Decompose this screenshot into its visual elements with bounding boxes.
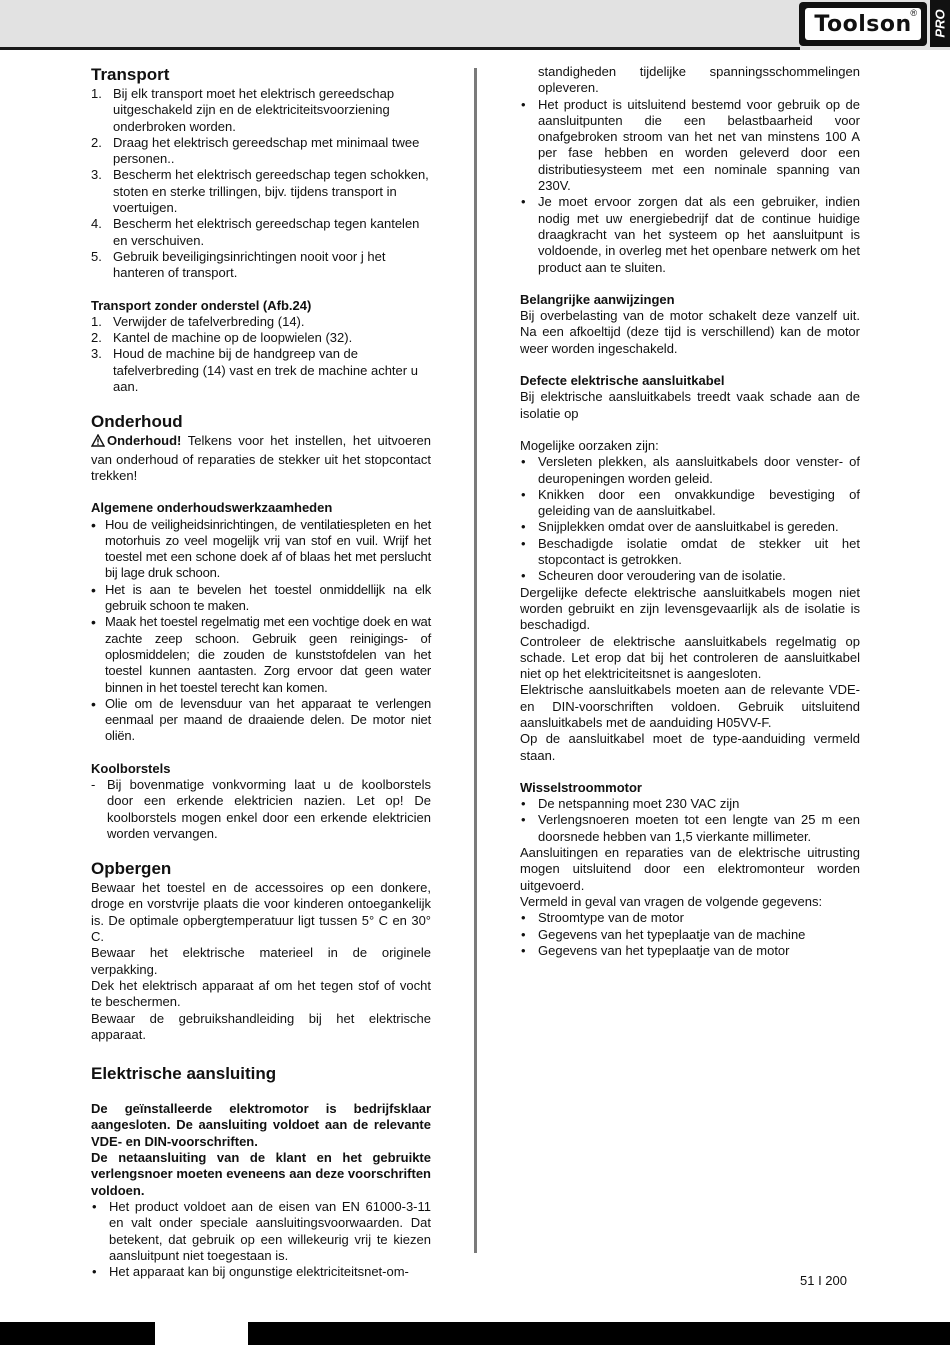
list-item: • Stroomtype van de motor	[521, 910, 684, 926]
defect-heading: Defecte elektrische aansluitkabel	[520, 373, 725, 389]
column-divider	[474, 68, 477, 1253]
list-item: • Het product voldoet aan de eisen van EN 61000-3-11 en valt onder speciale aansluitingsvoorwaarden. Dat betekent, dat gebruik op een willekeurig vrij te kiezen aansluitpunt niet toegestaan is.	[92, 1198, 431, 1263]
list-item: 2. Kantel de machine op de loopwielen (32).	[91, 330, 353, 346]
list-item: 1. Bij elk transport moet het elektrisch gereedschap uitgeschakeld zijn en de elektriciteitsvoorziening onderbroken worden.	[91, 86, 395, 134]
page-number: 51 I 200	[800, 1273, 847, 1288]
defect-p2: Controleer de elektrische aansluitkabels regelmatig op schade. Let erop dat bij het controleren de aansluitkabel niet op het elektriciteitsnet is aangesloten.	[520, 633, 860, 682]
defect-text: Bij elektrische aansluitkabels treedt vaak schade aan de isolatie op	[520, 389, 860, 421]
list-item: • Je moet ervoor zorgen dat als een gebruiker, indien nodig met uw energiebedrijf dat de continue huidige draagkracht van het systeem op het aansluitpunt is voldoende, in overleg met het openbare netwerk om het product aan te sluiten.	[521, 194, 860, 275]
transport-heading: Transport	[91, 65, 170, 84]
oorzaken-label: Mogelijke oorzaken zijn:	[520, 437, 659, 453]
list-item: 3. Houd de machine bij de handgreep van de tafelverbreding (14) vast en trek de machine achter u aan.	[91, 346, 418, 395]
gegevens-list	[520, 910, 860, 959]
continued-text: standigheden tijdelijke spanningsschommelingen opleveren.	[538, 64, 860, 96]
algemeen-heading: Algemene onderhoudswerkzaamheden	[91, 500, 333, 516]
list-item: 1. Verwijder de tafelverbreding (14).	[91, 313, 305, 329]
belangrijk-heading: Belangrijke aanwijzingen	[520, 291, 675, 307]
opbergen-p4: Bewaar de gebruikshandleiding bij het elektrische apparaat.	[91, 1010, 431, 1042]
list-item: • Scheuren door veroudering van de isolatie.	[521, 568, 786, 584]
onderhoud-warning: Onderhoud! Telkens voor het instellen, het uitvoeren van onderhoud of reparaties de stekker uit het stopcontact trekken!	[91, 433, 431, 483]
wissel-heading: Wisselstroommotor	[520, 779, 642, 795]
algemeen-list	[91, 517, 431, 745]
list-item: • Het is aan te bevelen het toestel onmiddellijk na elk gebruik schoon te maken.	[91, 581, 431, 614]
list-item: • Knikken door een onvakkundige bevestiging of geleiding van de aansluitkabel.	[521, 486, 860, 519]
warning-icon	[91, 434, 105, 451]
opbergen-p1: Bewaar het toestel en de accessoires op een donkere, droge en vorstvrije plaats die voor kinderen ontoegankelijk is. De optimale opbergtemperatuur ligt tussen 5° C en 30° C.	[91, 880, 431, 945]
koolborstels-list	[91, 777, 431, 842]
right-column	[520, 64, 860, 959]
list-item: • Het product is uitsluitend bestemd voor gebruik op de aansluitpunten die een belastbaarheid voor onafgebroken stroom van het net van minstens 100 A per fase hebben en worden geleverd door een distributiesysteem met een nominale spanning van 230V.	[521, 96, 860, 194]
opbergen-heading: Opbergen	[91, 859, 172, 879]
elektrisch-list	[91, 1199, 431, 1280]
wissel-p1: Aansluitingen en reparaties van de elektrische uitrusting mogen uitsluitend door een elektromonteur worden uitgevoerd.	[520, 845, 860, 893]
onderhoud-heading: Onderhoud	[91, 412, 183, 432]
list-item: 5. Gebruik beveiligingsinrichtingen nooit voor j het hanteren of transport.	[91, 248, 386, 281]
header-rule	[0, 47, 800, 50]
footer-gap	[155, 1322, 248, 1345]
elektrisch-bold-2: De netaansluiting van de klant en het gebruikte verlengsnoer moeten eveneens aan deze voorschriften voldoen.	[91, 1150, 431, 1198]
list-item: • Het apparaat kan bij ongunstige elektriciteitsnet-om-	[92, 1264, 409, 1280]
elektrisch-heading: Elektrische aansluiting	[91, 1064, 277, 1084]
toolson-logo	[799, 2, 927, 46]
transport-list	[91, 86, 431, 282]
list-item: 3. Bescherm het elektrisch gereedschap tegen schokken, stoten en sterke trillingen, bijv. tijdens transport in voertuigen.	[91, 167, 429, 216]
belangrijk-text: Bij overbelasting van de motor schakelt deze vanzelf uit. Na een afkoeltijd (deze tijd is verschillend) kan de motor weer worden ingeschakeld.	[520, 308, 860, 356]
wissel-p2: Vermeld in geval van vragen de volgende gegevens:	[520, 893, 823, 909]
left-column	[91, 64, 431, 1280]
footer-bar	[0, 1322, 950, 1345]
opbergen-p3: Dek het elektrisch apparaat af om het tegen stof of vocht te beschermen.	[91, 977, 431, 1010]
list-item: • Hou de veiligheidsinrichtingen, de ventilatiespleten en het motorhuis zo veel mogelijk vrij van stof en vuil. Wrijf het toestel met een schone doek af of blaas het met perslucht bij lage druk schoon.	[91, 516, 431, 581]
list-item: • Gegevens van het typeplaatje van de machine	[521, 926, 806, 942]
pro-label: PRO	[932, 9, 948, 38]
list-item: • Beschadigde isolatie omdat de stekker uit het stopcontact is getrokken.	[521, 535, 860, 568]
list-item: • Verlengsnoeren moeten tot een lengte van 25 m een doorsnede hebben van 1,5 vierkante millimeter.	[521, 812, 860, 844]
list-item: • Maak het toestel regelmatig met een vochtige doek en wat zachte zeep schoon. Gebruik geen reinigings- of oplosmiddelen; die zouden de kunststofdelen van het toestel kunnen aantasten. Zorg ervoor dat geen water binnen in het toestel terecht kan komen.	[91, 614, 431, 695]
wissel-list	[520, 796, 860, 845]
oorzaken-list	[520, 454, 860, 584]
transport-zonder-heading: Transport zonder onderstel (Afb.24)	[91, 297, 312, 313]
list-item: 4. Bescherm het elektrisch gereedschap tegen kantelen en verschuiven.	[91, 216, 420, 248]
list-item: • Snijplekken omdat over de aansluitkabel is gereden.	[521, 519, 839, 535]
list-item: • Gegevens van het typeplaatje van de motor	[521, 942, 790, 958]
list-item: • Olie om de levensduur van het apparaat te verlengen eenmaal per maand de draaiende delen. De motor niet oliën.	[91, 695, 431, 744]
defect-p1: Dergelijke defecte elektrische aansluitkabels mogen niet worden gebruikt en zijn levensgevaarlijk als de isolatie is beschadigd.	[520, 584, 860, 633]
list-item: - Bij bovenmatige vonkvorming laat u de koolborstels door een erkende elektricien nazien. Let op! De koolborstels mogen enkel door een erkende elektricien worden vervangen.	[91, 776, 431, 841]
defect-p3: Elektrische aansluitkabels moeten aan de relevante VDE- en DIN-voorschriften voldoen. Gebruik uitsluitend aansluitkabels met de aanduiding H05VV-F.	[520, 682, 860, 730]
list-item: • De netspanning moet 230 VAC zijn	[521, 796, 740, 812]
opbergen-p2: Bewaar het elektrische materieel in de originele verpakking.	[91, 945, 431, 977]
list-item: • Versleten plekken, als aansluitkabels door venster- of deuropeningen worden geleid.	[521, 454, 860, 486]
elektrisch-bold-1: De geïnstalleerde elektromotor is bedrijfsklaar aangesloten. De aansluiting voldoet aan de relevante VDE- en DIN-voorschriften.	[91, 1101, 431, 1149]
transport-zonder-list	[91, 314, 431, 395]
defect-p4: Op de aansluitkabel moet de type-aanduiding vermeld staan.	[520, 731, 860, 763]
list-item: 2. Draag het elektrisch gereedschap met minimaal twee personen..	[91, 134, 420, 167]
registered-mark: ®	[910, 8, 917, 18]
logo-text: Toolson	[814, 11, 912, 37]
koolborstels-heading: Koolborstels	[91, 760, 171, 776]
aansluit-list	[520, 97, 860, 276]
